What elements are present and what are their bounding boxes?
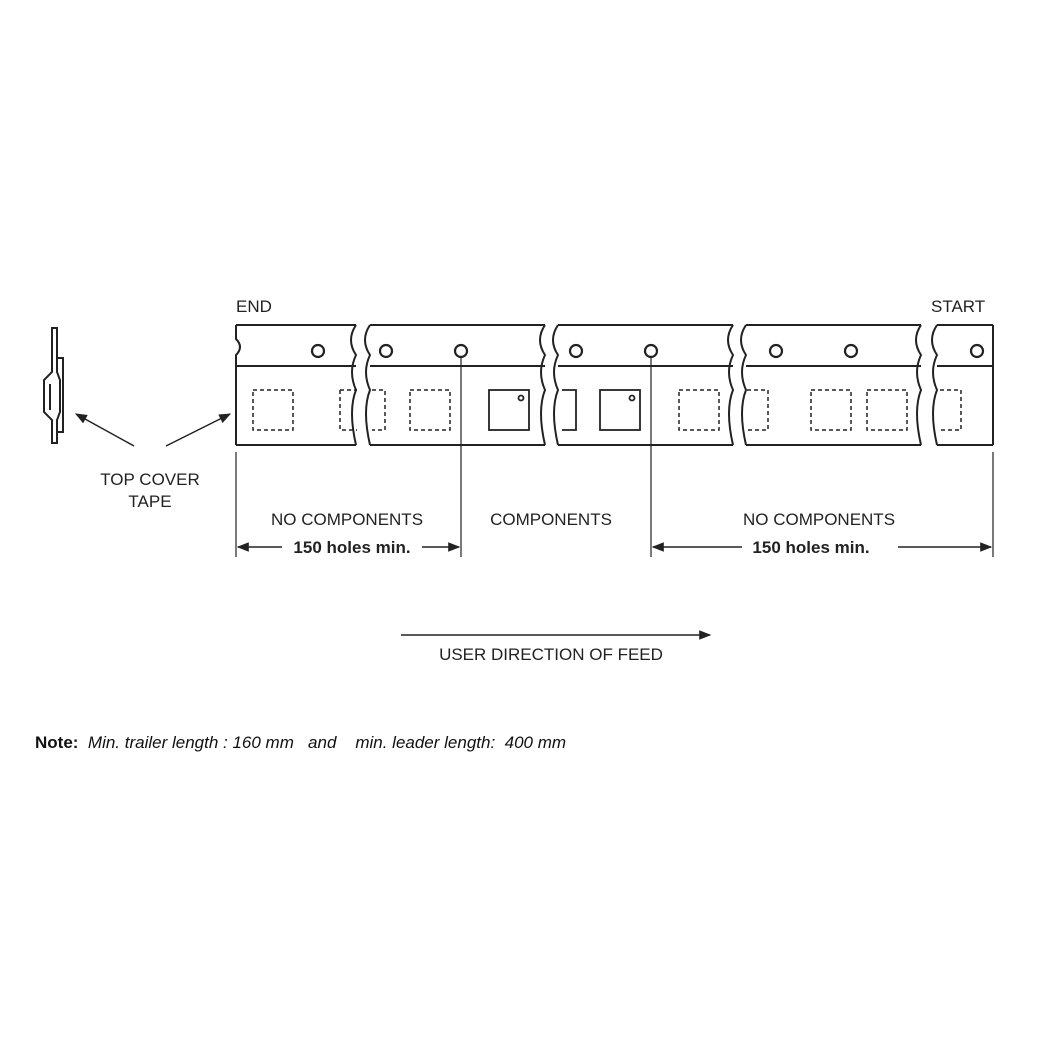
note-label: Note:: [35, 733, 79, 752]
tape-segment: [236, 325, 356, 445]
feed-direction-label: USER DIRECTION OF FEED: [439, 645, 663, 664]
note-and: and: [308, 733, 337, 752]
holes-min-right-label: 150 holes min.: [752, 538, 870, 557]
top-cover-label-line2: TAPE: [128, 492, 172, 511]
top-cover-tape-arrows: [76, 414, 230, 446]
start-label: START: [931, 297, 986, 316]
holes-min-left-label: 150 holes min.: [293, 538, 411, 557]
tape-side-profile: [44, 328, 63, 443]
trailer-length: Min. trailer length : 160 mm: [87, 733, 294, 752]
end-label: END: [236, 297, 272, 316]
leader-length: min. leader length: 400 mm: [355, 733, 567, 752]
note-line: [35, 733, 566, 753]
components-label: COMPONENTS: [490, 510, 612, 529]
tape-segment: [553, 325, 733, 445]
tape-segment: [365, 325, 545, 445]
no-components-right-label: NO COMPONENTS: [742, 510, 896, 529]
top-cover-label-line1: TOP COVER: [100, 470, 200, 489]
no-components-left-label: NO COMPONENTS: [270, 510, 424, 529]
component-pockets: [489, 390, 640, 430]
empty-pockets: [253, 390, 961, 430]
tape-segment: [932, 325, 993, 445]
sprocket-holes: [312, 345, 983, 357]
